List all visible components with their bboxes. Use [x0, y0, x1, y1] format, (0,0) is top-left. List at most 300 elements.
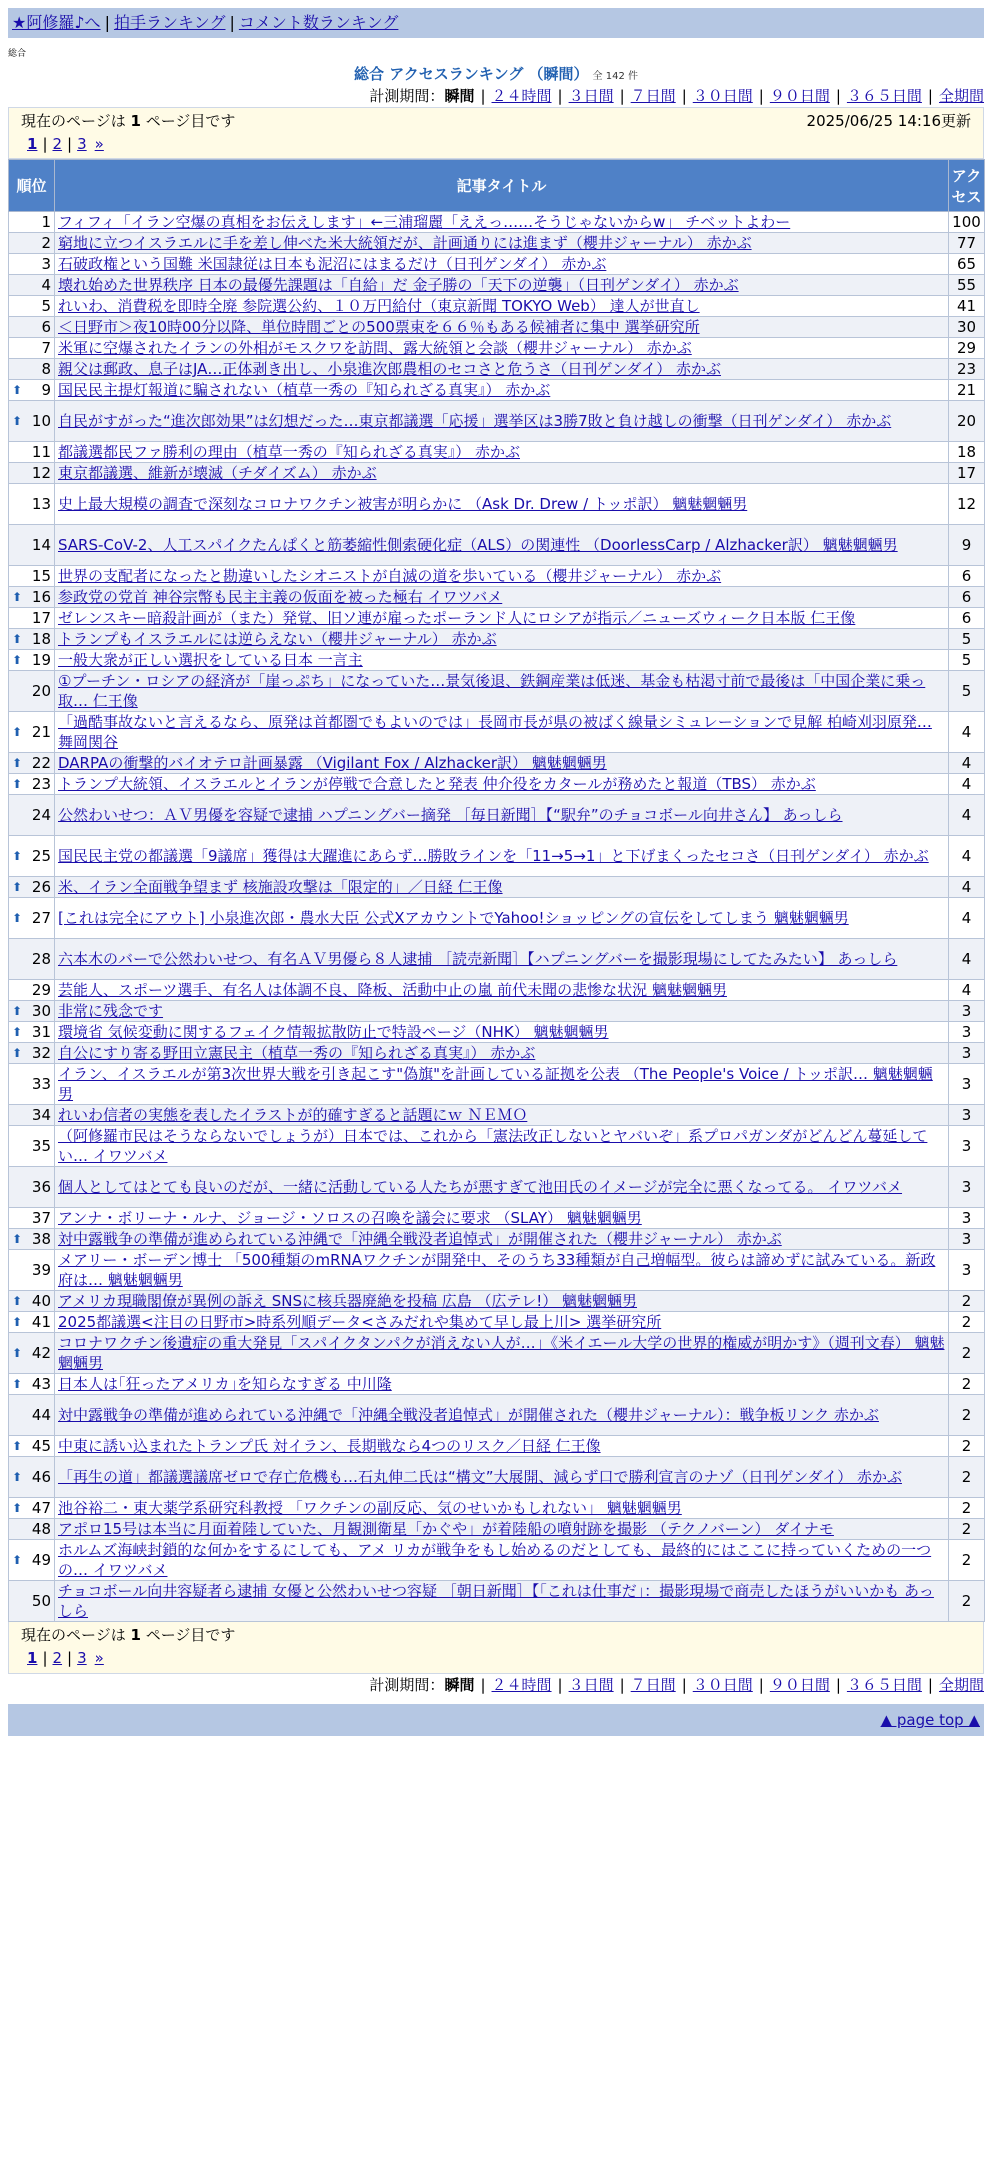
rank-number: 45	[31, 1437, 51, 1455]
page-link[interactable]: 2	[52, 1649, 63, 1667]
title-cell	[55, 566, 949, 587]
period-selector-top	[8, 85, 984, 107]
rank-up-arrow-icon: ⬆	[12, 1377, 23, 1391]
ranking-title: 総合 アクセスランキング （瞬間）	[354, 65, 589, 83]
rank-up-arrow-icon: ⬆	[12, 590, 23, 604]
access-count: 23	[949, 359, 985, 380]
table-row	[9, 566, 985, 587]
page-top-link[interactable]: ▲ page top ▲	[880, 1711, 980, 1729]
table-row	[9, 442, 985, 463]
rank-cell	[9, 317, 55, 338]
period-option-link[interactable]: ２４時間	[491, 87, 552, 105]
rank-cell	[9, 1519, 55, 1540]
rank-number: 39	[31, 1261, 51, 1279]
title-cell	[55, 1208, 949, 1229]
article-link[interactable]: 親父は郵政、息子はJA…正体剥き出し、小泉進次郎農相のセコさと危うさ（日刊ゲンダイ） 赤かぶ	[58, 360, 721, 378]
title-cell	[55, 1250, 949, 1291]
rank-number: 41	[31, 1313, 51, 1331]
rank-number: 50	[31, 1592, 51, 1610]
period-option-link[interactable]: ７日間	[630, 87, 676, 105]
rank-up-arrow-icon: ⬆	[12, 1553, 23, 1567]
title-cell	[55, 1105, 949, 1126]
rank-cell	[9, 254, 55, 275]
rank-number: 23	[31, 775, 51, 793]
article-link[interactable]: [これは完全にアウト] 小泉進次郎・農水大臣 公式XアカウントでYahoo!ショッピングの宣伝をしてしまう 魑魅魍魎男	[58, 909, 849, 927]
period-separator: |	[835, 1676, 841, 1694]
access-count: 2	[949, 1374, 985, 1395]
table-row	[9, 1022, 985, 1043]
next-page-link[interactable]: »	[94, 1649, 104, 1667]
rank-cell	[9, 463, 55, 484]
nav-separator: |	[229, 13, 235, 32]
rank-number: 18	[31, 630, 51, 648]
rank-cell	[9, 1498, 55, 1519]
access-count: 3	[949, 1105, 985, 1126]
current-page-number: 1	[130, 112, 141, 130]
article-link[interactable]: メアリー・ボーデン博士 「500種類のmRNAワクチンが開発中、そのうち33種類が自己増幅型。彼らは諦めずに試みている。新政府は… 魑魅魍魎男	[58, 1251, 936, 1289]
title-cell	[55, 442, 949, 463]
article-link[interactable]: 東京都議選、維新が壊滅（チダイズム） 赤かぶ	[58, 464, 377, 482]
title-cell	[55, 753, 949, 774]
table-row	[9, 275, 985, 296]
current-page-suffix: ページ目です	[145, 1626, 236, 1644]
rank-number: 47	[31, 1499, 51, 1517]
article-link[interactable]: アポロ15号は本当に月面着陸していた、月観測衛星「かぐや」が着陸船の噴射跡を撮影 （テクノバーン） ダイナモ	[58, 1520, 834, 1538]
table-row	[9, 1374, 985, 1395]
period-option-link[interactable]: ９０日間	[769, 87, 830, 105]
access-count: 5	[949, 650, 985, 671]
rank-number: 21	[31, 723, 51, 741]
access-count: 4	[949, 774, 985, 795]
title-cell	[55, 1229, 949, 1250]
article-link[interactable]: 非常に残念です	[58, 1002, 164, 1020]
article-link[interactable]: 2025都議選<注目の日野市>時系列順データ<さみだれや集めて早し最上川> 選挙研究所	[58, 1313, 662, 1331]
rank-number: 37	[31, 1209, 51, 1227]
access-count: 6	[949, 608, 985, 629]
article-link[interactable]: 対中露戦争の準備が進められている沖縄で「沖縄全戦没者追悼式」が開催された（櫻井ジャーナル） 赤かぶ	[58, 1230, 782, 1248]
table-header-row	[9, 160, 985, 212]
title-cell	[55, 877, 949, 898]
ranking-table	[8, 159, 985, 1622]
article-link[interactable]: 一般大衆が正しい選択をしている日本 一言主	[58, 651, 363, 669]
rank-number: 14	[31, 536, 51, 554]
title-cell	[55, 1519, 949, 1540]
rank-up-arrow-icon: ⬆	[12, 1439, 23, 1453]
rank-cell	[9, 587, 55, 608]
current-page-prefix: 現在のページは	[21, 112, 126, 130]
article-link[interactable]: 対中露戦争の準備が進められている沖縄で「沖縄全戦没者追悼式」が開催された（櫻井ジャーナル）：戦争板リンク 赤かぶ	[58, 1406, 879, 1424]
top-nav-bar	[8, 8, 984, 38]
access-count: 3	[949, 1167, 985, 1208]
article-link[interactable]: トランプもイスラエルには逆らえない（櫻井ジャーナル） 赤かぶ	[58, 630, 497, 648]
rank-up-arrow-icon: ⬆	[12, 911, 23, 925]
access-count: 4	[949, 898, 985, 939]
rank-number: 26	[31, 878, 51, 896]
page-separator: |	[67, 135, 73, 153]
article-link[interactable]: ①プーチン・ロシアの経済が「崖っぷち」になっていた…景気後退、鉄鋼産業は低迷、基金も枯渇寸前で最後は「中国企業に乗っ取… 仁王像	[58, 672, 926, 710]
rank-number: 6	[41, 318, 51, 336]
page-link[interactable]: 2	[52, 135, 63, 153]
access-count: 2	[949, 1333, 985, 1374]
title-cell	[55, 1498, 949, 1519]
access-count: 2	[949, 1395, 985, 1436]
access-count: 4	[949, 795, 985, 836]
rank-header: 順位	[9, 160, 55, 212]
rank-up-arrow-icon: ⬆	[12, 1232, 23, 1246]
period-option-link[interactable]: ３日間	[568, 1676, 614, 1694]
article-link[interactable]: れいわ、消費税を即時全廃 参院選公約、１０万円給付（東京新聞 TOKYO Web） 達人が世直し	[58, 297, 700, 315]
rank-cell	[9, 1333, 55, 1374]
article-link[interactable]: 個人としてはとても良いのだが、一緒に活動している人たちが悪すぎて池田氏のイメージが完全に悪くなってる。 イワツバメ	[58, 1178, 903, 1196]
rank-cell	[9, 525, 55, 566]
updated-timestamp: 2025/06/25 14:16更新	[806, 112, 971, 130]
article-link[interactable]: 日本人は｢狂ったアメリカ｣を知らなすぎる 中川隆	[58, 1375, 392, 1393]
rank-up-arrow-icon: ⬆	[12, 1346, 23, 1360]
article-link[interactable]: 「再生の道」都議選議席ゼロで存亡危機も…石丸伸二氏は“構文”大展開、減らず口で勝利宣言のナゾ（日刊ゲンダイ） 赤かぶ	[58, 1468, 902, 1486]
access-count: 30	[949, 317, 985, 338]
table-row	[9, 898, 985, 939]
article-link[interactable]: チョコボール向井容疑者ら逮捕 女優と公然わいせつ容疑 ［朝日新聞］【「これは仕事だ」：撮影現場で商売したほうがいいかも あっしら	[58, 1582, 934, 1620]
access-count: 5	[949, 671, 985, 712]
rank-up-arrow-icon: ⬆	[12, 1501, 23, 1515]
page-separator: |	[42, 1649, 48, 1667]
table-row	[9, 1540, 985, 1581]
table-row	[9, 795, 985, 836]
table-row	[9, 1498, 985, 1519]
rank-cell	[9, 1312, 55, 1333]
article-link[interactable]: 芸能人、スポーツ選手、有名人は体調不良、降板、活動中止の嵐 前代未聞の悲惨な状況 魑魅魍魎男	[58, 981, 727, 999]
article-link[interactable]: フィフィ「イラン空爆の真相をお伝えします」←三浦瑠麗「ええっ……そうじゃないからw」 チベットよわー	[58, 213, 791, 231]
rank-cell	[9, 1043, 55, 1064]
rank-cell	[9, 1395, 55, 1436]
table-row	[9, 774, 985, 795]
period-separator: |	[758, 1676, 764, 1694]
table-row	[9, 1250, 985, 1291]
title-cell	[55, 525, 949, 566]
period-separator: |	[681, 1676, 687, 1694]
access-count: 6	[949, 587, 985, 608]
rank-number: 43	[31, 1375, 51, 1393]
access-count: 3	[949, 1208, 985, 1229]
access-count: 2	[949, 1457, 985, 1498]
title-cell	[55, 1374, 949, 1395]
article-link[interactable]: 参政党の党首 神谷宗幣も民主主義の仮面を被った極右 イワツバメ	[58, 588, 503, 606]
table-row	[9, 296, 985, 317]
rank-cell	[9, 608, 55, 629]
table-row	[9, 1519, 985, 1540]
rank-cell	[9, 980, 55, 1001]
period-option-link[interactable]: ７日間	[630, 1676, 676, 1694]
rank-number: 1	[41, 213, 51, 231]
current-page-suffix: ページ目です	[145, 112, 236, 130]
rank-number: 22	[31, 754, 51, 772]
rank-cell	[9, 233, 55, 254]
rank-number: 15	[31, 567, 51, 585]
rank-cell	[9, 1208, 55, 1229]
rank-cell	[9, 898, 55, 939]
access-count: 65	[949, 254, 985, 275]
rank-cell	[9, 338, 55, 359]
title-cell	[55, 650, 949, 671]
article-link[interactable]: れいわ信者の実態を表したイラストが的確すぎると話題にｗ ＮＥＭＯ	[58, 1106, 528, 1124]
access-count: 100	[949, 212, 985, 233]
table-row	[9, 939, 985, 980]
current-page-text	[21, 1624, 235, 1647]
article-link[interactable]: 公然わいせつ：ＡＶ男優を容疑で逮捕 ハプニングバー摘発 ［毎日新聞］【“駅弁”のチョコボール向井さん】 あっしら	[58, 806, 843, 824]
article-link[interactable]: アメリカ現職閣僚が異例の訴え SNSに核兵器廃絶を投稿 広島 （広テレ!） 魑魅魍魎男	[58, 1292, 638, 1310]
article-link[interactable]: 都議選都民ファ勝利の理由（植草一秀の『知られざる真実』） 赤かぶ	[58, 443, 520, 461]
title-cell	[55, 1022, 949, 1043]
page-link[interactable]: 3	[77, 1649, 87, 1667]
table-row	[9, 1291, 985, 1312]
rank-cell	[9, 1064, 55, 1105]
comment-ranking-link[interactable]: コメント数ランキング	[238, 13, 399, 32]
category-label: 総合	[8, 49, 27, 59]
table-row	[9, 1395, 985, 1436]
article-link[interactable]: （阿修羅市民はそうならないでしょうが）日本では、これから「憲法改正しないとヤバいぞ」系プロパガンダがどんどん蔓延してい… イワツバメ	[58, 1127, 928, 1165]
table-row	[9, 980, 985, 1001]
period-option-link[interactable]: ２４時間	[491, 1676, 552, 1694]
table-row	[9, 753, 985, 774]
title-cell	[55, 939, 949, 980]
rank-number: 11	[31, 443, 51, 461]
title-cell	[55, 1457, 949, 1498]
access-count: 55	[949, 275, 985, 296]
title-cell	[55, 671, 949, 712]
article-link[interactable]: 壊れ始めた世界秩序 日本の最優先課題は「自給」だ 金子勝の「天下の逆襲」（日刊ゲンダイ） 赤かぶ	[58, 276, 739, 294]
page-link[interactable]: 3	[77, 135, 87, 153]
table-row	[9, 629, 985, 650]
rank-number: 13	[31, 495, 51, 513]
period-option-current[interactable]: 瞬間	[444, 87, 475, 105]
rank-cell	[9, 939, 55, 980]
page-link-current[interactable]: 1	[27, 135, 38, 153]
page-title	[8, 63, 984, 85]
page-separator: |	[42, 135, 48, 153]
article-link[interactable]: 自民がすがった“進次郎効果”は幻想だった…東京都議選「応援」選挙区は3勝7敗と負け越しの衝撃（日刊ゲンダイ） 赤かぶ	[58, 412, 892, 430]
period-option-link[interactable]: 全期間	[938, 1676, 984, 1694]
article-link[interactable]: 環境省 気候変動に関するフェイク情報拡散防止で特設ページ（NHK） 魑魅魍魎男	[58, 1023, 609, 1041]
title-cell	[55, 484, 949, 525]
article-link[interactable]: 「過酷事故ないと言えるなら、原発は首都圏でもよいのでは」長岡市長が県の被ばく線量シミュレーションで見解 柏崎刈羽原発… 舞岡関谷	[58, 713, 932, 751]
rank-cell	[9, 629, 55, 650]
rank-number: 10	[31, 412, 51, 430]
access-count: 3	[949, 1043, 985, 1064]
article-link[interactable]: コロナワクチン後遺症の重大発見「スパイクタンパクが消えない人が…」《米イエール大学の世界的権威が明かす》（週刊文春） 魑魅魍魎男	[58, 1334, 945, 1372]
title-cell	[55, 1126, 949, 1167]
rank-cell	[9, 877, 55, 898]
article-link[interactable]: 中東に誘い込まれたトランプ氏 対イラン、長期戦なら4つのリスク／日経 仁王像	[58, 1437, 601, 1455]
access-count: 17	[949, 463, 985, 484]
table-row	[9, 1126, 985, 1167]
article-link[interactable]: 窮地に立つイスラエルに手を差し伸べた米大統領だが、計画通りには進まず（櫻井ジャーナル） 赤かぶ	[58, 234, 752, 252]
table-row	[9, 877, 985, 898]
article-link[interactable]: ホルムズ海峡封鎖的な何かをするにしても、アメ リカが戦争をもし始めるのだとしても、最終的にはここに持っていくための一つの… イワツバメ	[58, 1541, 932, 1579]
article-link[interactable]: 六本木のバーで公然わいせつ、有名ＡＶ男優ら８人逮捕 ［読売新聞］【ハプニングバーを撮影現場にしてたみたい】 あっしら	[58, 950, 898, 968]
access-count: 6	[949, 566, 985, 587]
clap-ranking-link[interactable]: 拍手ランキング	[113, 13, 226, 32]
title-cell	[55, 275, 949, 296]
period-option-link[interactable]: ３日間	[568, 87, 614, 105]
article-link[interactable]: アンナ・ボリーナ・ルナ、ジョージ・ソロスの召喚を議会に要求 （SLAY） 魑魅魍魎男	[58, 1209, 642, 1227]
article-link[interactable]: トランプ大統領、イスラエルとイランが停戦で合意したと発表 仲介役をカタールが務めたと報道（TBS） 赤かぶ	[58, 775, 816, 793]
rank-cell	[9, 1540, 55, 1581]
rank-up-arrow-icon: ⬆	[12, 653, 23, 667]
title-cell	[55, 1291, 949, 1312]
rank-number: 5	[41, 297, 51, 315]
article-link[interactable]: 米軍に空爆されたイランの外相がモスクワを訪問、露大統領と会談（櫻井ジャーナル） 赤かぶ	[58, 339, 692, 357]
article-link[interactable]: 自公にすり寄る野田立憲民主（植草一秀の『知られざる真実』） 赤かぶ	[58, 1044, 536, 1062]
article-link[interactable]: ゼレンスキー暗殺計画が（また）発覚、旧ソ連が雇ったポーランド人にロシアが指示／ニューズウィーク日本版 仁王像	[58, 609, 856, 627]
access-count: 2	[949, 1436, 985, 1457]
period-separator: |	[480, 87, 486, 105]
current-page-prefix: 現在のページは	[21, 1626, 126, 1644]
rank-cell	[9, 1105, 55, 1126]
access-count: 2	[949, 1291, 985, 1312]
title-cell	[55, 401, 949, 442]
table-row	[9, 1167, 985, 1208]
rank-number: 25	[31, 847, 51, 865]
home-link[interactable]: ★阿修羅♪へ	[12, 13, 101, 32]
table-row	[9, 1105, 985, 1126]
rank-up-arrow-icon: ⬆	[12, 725, 23, 739]
period-option-link[interactable]: ３６５日間	[846, 87, 922, 105]
access-count: 77	[949, 233, 985, 254]
period-separator: |	[557, 1676, 563, 1694]
access-count: 5	[949, 629, 985, 650]
access-count: 4	[949, 939, 985, 980]
title-cell	[55, 795, 949, 836]
rank-up-arrow-icon: ⬆	[12, 1315, 23, 1329]
article-link[interactable]: ＜日野市＞夜10時00分以降、単位時間ごとの500票束を６６％もある候補者に集中 選挙研究所	[58, 318, 700, 336]
rank-cell	[9, 753, 55, 774]
rank-number: 33	[31, 1075, 51, 1093]
title-cell	[55, 774, 949, 795]
rank-number: 20	[31, 682, 51, 700]
period-option-link[interactable]: ３０日間	[692, 1676, 753, 1694]
article-link[interactable]: DARPAの衝撃的バイオテロ計画暴露 （Vigilant Fox / Alzhacker訳） 魑魅魍魎男	[58, 754, 607, 772]
total-count: 全 142 件	[592, 71, 638, 82]
table-row	[9, 1312, 985, 1333]
access-count: 4	[949, 712, 985, 753]
access-count: 4	[949, 836, 985, 877]
paging-status-row	[21, 110, 971, 133]
rank-number: 3	[41, 255, 51, 273]
article-link[interactable]: 米、イラン全面戦争望まず 核施設攻撃は「限定的」／日経 仁王像	[58, 878, 503, 896]
title-cell	[55, 463, 949, 484]
access-count: 3	[949, 1064, 985, 1105]
article-link[interactable]: 国民民主党の都議選「9議席」獲得は大躍進にあらず…勝敗ラインを「11→5→1」と下げまくったセコさ（日刊ゲンダイ） 赤かぶ	[58, 847, 929, 865]
article-link[interactable]: 世界の支配者になったと勘違いしたシオニストが自滅の道を歩いている（櫻井ジャーナル） 赤かぶ	[58, 567, 722, 585]
table-row	[9, 1457, 985, 1498]
period-selector-bottom	[8, 1674, 984, 1696]
rank-cell	[9, 566, 55, 587]
nav-separator: |	[104, 13, 110, 32]
rank-up-arrow-icon: ⬆	[12, 632, 23, 646]
period-separator: |	[835, 87, 841, 105]
access-count: 3	[949, 1001, 985, 1022]
period-option-link[interactable]: 全期間	[938, 87, 984, 105]
article-link[interactable]: 史上最大規模の調査で深刻なコロナワクチン被害が明らかに （Ask Dr. Drew / トッポ訳） 魑魅魍魎男	[58, 495, 748, 513]
period-option-link[interactable]: ９０日間	[769, 1676, 830, 1694]
table-row	[9, 484, 985, 525]
table-row	[9, 463, 985, 484]
title-cell	[55, 338, 949, 359]
table-row	[9, 1436, 985, 1457]
title-cell	[55, 629, 949, 650]
rank-cell	[9, 1457, 55, 1498]
rank-up-arrow-icon: ⬆	[12, 849, 23, 863]
page-separator: |	[67, 1649, 73, 1667]
current-page-number: 1	[130, 1626, 141, 1644]
title-cell	[55, 1043, 949, 1064]
pagination	[21, 133, 971, 156]
rank-cell	[9, 1250, 55, 1291]
access-count: 20	[949, 401, 985, 442]
table-row	[9, 338, 985, 359]
rank-number: 9	[41, 381, 51, 399]
rank-number: 28	[31, 950, 51, 968]
article-link[interactable]: 国民民主提灯報道に騙されない（植草一秀の『知られざる真実』） 赤かぶ	[58, 381, 551, 399]
rank-number: 2	[41, 234, 51, 252]
rank-number: 38	[31, 1230, 51, 1248]
title-cell	[55, 898, 949, 939]
rank-number: 27	[31, 909, 51, 927]
title-cell	[55, 1436, 949, 1457]
title-cell	[55, 980, 949, 1001]
table-row	[9, 587, 985, 608]
period-separator: |	[557, 87, 563, 105]
rank-cell	[9, 359, 55, 380]
title-cell	[55, 608, 949, 629]
title-cell	[55, 712, 949, 753]
period-option-link[interactable]: ３０日間	[692, 87, 753, 105]
period-option-current[interactable]: 瞬間	[444, 1676, 475, 1694]
title-cell	[55, 296, 949, 317]
table-row	[9, 359, 985, 380]
rank-up-arrow-icon: ⬆	[12, 880, 23, 894]
current-page-text	[21, 110, 235, 133]
rank-number: 24	[31, 806, 51, 824]
access-count: 3	[949, 1022, 985, 1043]
rank-cell	[9, 671, 55, 712]
period-option-link[interactable]: ３６５日間	[846, 1676, 922, 1694]
rank-number: 17	[31, 609, 51, 627]
article-link[interactable]: 石破政権という国難 米国隷従は日本も泥沼にはまるだけ（日刊ゲンダイ） 赤かぶ	[58, 255, 607, 273]
rank-up-arrow-icon: ⬆	[12, 756, 23, 770]
access-count: 2	[949, 1540, 985, 1581]
rank-number: 35	[31, 1137, 51, 1155]
rank-number: 4	[41, 276, 51, 294]
period-separator: |	[619, 87, 625, 105]
table-row	[9, 650, 985, 671]
article-link[interactable]: イラン、イスラエルが第3次世界大戦を引き起こす"偽旗"を計画している証拠を公表 （The People's Voice / トッポ訳… 魑魅魍魎男	[58, 1065, 933, 1103]
rank-number: 49	[31, 1551, 51, 1569]
title-cell	[55, 1540, 949, 1581]
next-page-link[interactable]: »	[94, 135, 104, 153]
article-link[interactable]: 池谷裕二・東大薬学系研究科教授 「ワクチンの副反応、気のせいかもしれない」 魑魅魍魎男	[58, 1499, 682, 1517]
rank-number: 44	[31, 1406, 51, 1424]
table-row	[9, 317, 985, 338]
title-cell	[55, 1312, 949, 1333]
access-count: 9	[949, 525, 985, 566]
rank-up-arrow-icon: ⬆	[12, 1025, 23, 1039]
article-link[interactable]: SARS-CoV-2、人工スパイクたんぱくと筋萎縮性側索硬化症（ALS）の関連性 （DoorlessCarp / Alzhacker訳） 魑魅魍魎男	[58, 536, 898, 554]
rank-number: 40	[31, 1292, 51, 1310]
rank-up-arrow-icon: ⬆	[12, 414, 23, 428]
rank-cell	[9, 401, 55, 442]
page-link-current[interactable]: 1	[27, 1649, 38, 1667]
